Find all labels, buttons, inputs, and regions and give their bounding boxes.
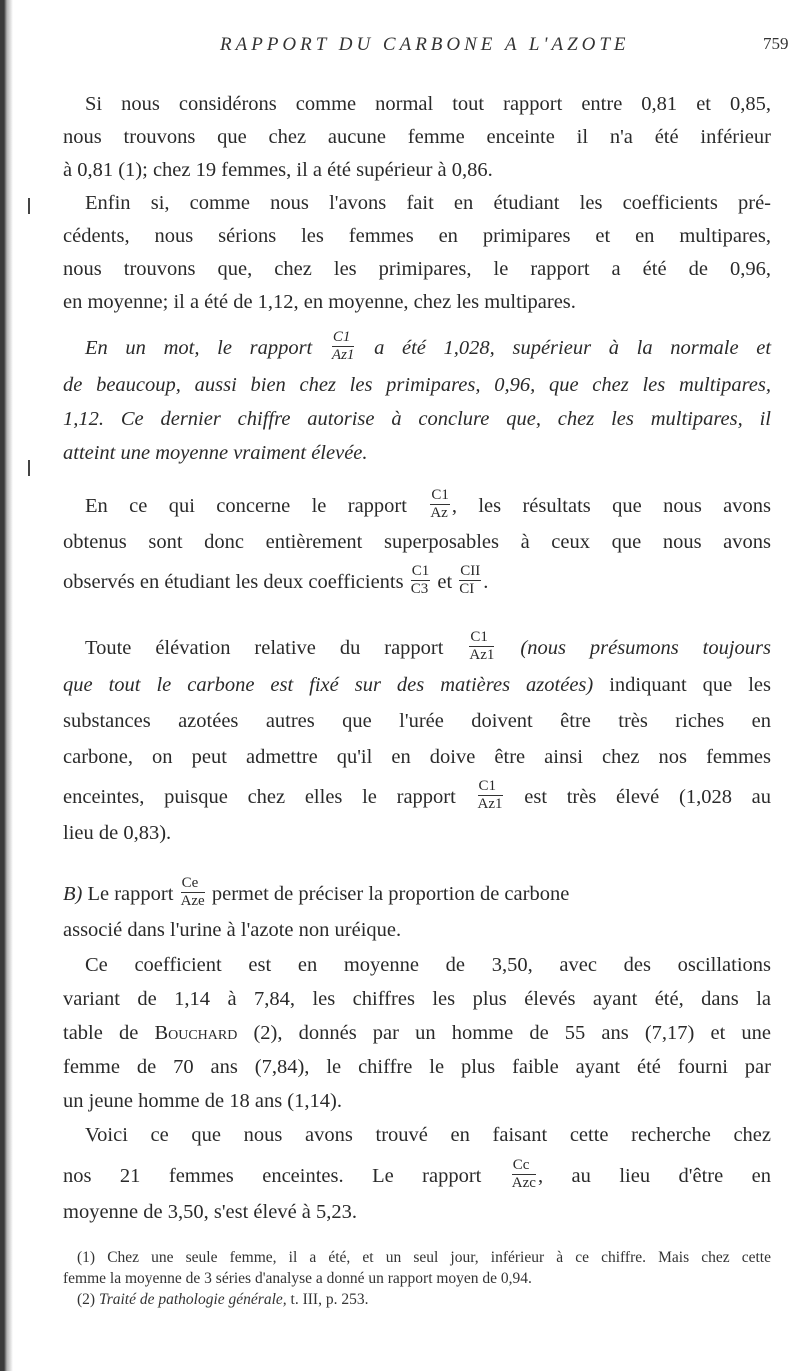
text-line: un jeune homme de 18 ans (1,14). <box>63 1090 342 1112</box>
fraction-denominator: Az1 <box>331 347 355 363</box>
fraction-numerator: C1 <box>478 779 503 796</box>
text-line: substances azotées autres que l'urée doivent être très riches en <box>63 710 771 732</box>
text-line: obtenus sont donc entièrement superposables à ceux que nous avons <box>63 531 771 553</box>
text-fragment: En un mot, le rapport <box>85 337 313 360</box>
footnote-title: Traité de pathologie générale, <box>98 1291 287 1308</box>
fraction-denominator: Aze <box>180 893 205 909</box>
text-line: carbone, on peut admettre qu'il en doive être ainsi chez nos femmes <box>63 746 771 768</box>
fraction-numerator: C1 <box>411 563 430 579</box>
text-fragment: indiquant que les <box>609 674 771 696</box>
footnote-number: (2) <box>77 1291 96 1308</box>
text-line: cédents, nous sérions les femmes en primipares et en multipares, <box>63 225 771 247</box>
text-line: en moyenne; il a été de 1,12, en moyenne, chez les multipares. <box>63 291 576 313</box>
text-line: lieu de 0,83). <box>63 822 172 844</box>
fraction-numerator: C1 <box>469 630 494 647</box>
fraction-denominator: Azc <box>511 1175 536 1191</box>
text-line <box>85 487 771 521</box>
text-fragment: enceintes, puisque chez elles le rapport <box>63 786 456 809</box>
text-fragment: est très élevé (1,028 au <box>524 786 771 809</box>
text-line: femme de 70 ans (7,84), le chiffre le plus faible ayant été fourni par <box>63 1056 771 1078</box>
fraction-denominator: Az1 <box>477 796 503 812</box>
text-line: nous trouvons que chez aucune femme enceinte il n'a été inférieur <box>63 126 771 148</box>
text-line: associé dans l'urine à l'azote non uréique. <box>63 919 402 941</box>
text-line: à 0,81 (1); chez 19 femmes, il a été supérieur à 0,86. <box>63 159 493 181</box>
text-fragment: (nous présumons toujours <box>520 637 772 660</box>
text-line: Si nous considérons comme normal tout rapport entre 0,81 et 0,85, <box>85 93 771 115</box>
running-title: RAPPORT DU CARBONE A L'AZOTE <box>220 34 630 55</box>
footnote-reference: t. III, p. 253. <box>290 1291 369 1308</box>
fraction-numerator: Cc <box>512 1158 536 1175</box>
text-line: Ce coefficient est en moyenne de 3,50, avec des oscillations <box>85 954 771 976</box>
text-fragment: Le rapport <box>87 883 174 906</box>
section-label: B) <box>63 883 83 906</box>
margin-mark <box>28 460 30 476</box>
fraction-numerator: Ce <box>181 876 205 893</box>
author-name: Bouchard <box>154 1022 238 1044</box>
text-line <box>85 329 772 363</box>
text-fragment: , les résultats que nous avons <box>451 495 771 518</box>
text-line: Voici ce que nous avons trouvé en faisant cette recherche chez <box>85 1124 771 1146</box>
text-line: Enfin si, comme nous l'avons fait en étudiant les coefficients pré- <box>85 192 771 214</box>
fraction-denominator: Az <box>430 505 448 521</box>
fraction-denominator: C3 <box>410 581 429 597</box>
fraction-c1-az1 <box>478 779 503 812</box>
margin-mark <box>28 198 30 214</box>
text-line <box>63 1020 771 1046</box>
fraction-denominator: Az1 <box>469 647 495 663</box>
fraction-c1-az <box>430 488 450 521</box>
text-fragment: observés en étudiant les deux coefficients <box>63 571 404 594</box>
text-fragment: , au lieu d'être en <box>537 1165 771 1188</box>
fraction-numerator: C1 <box>332 330 355 347</box>
fraction-c1-az1 <box>332 330 355 363</box>
fraction-denominator: CI <box>459 581 475 597</box>
fraction-c1-c3 <box>411 564 431 597</box>
text-fragment: que tout le carbone est fixé sur des matières azotées) <box>63 674 594 696</box>
text-line <box>85 629 772 663</box>
text-fragment: En ce qui concerne le rapport <box>85 495 407 518</box>
text-fragment: . <box>483 571 489 594</box>
footnote-2 <box>77 1289 771 1310</box>
page-number: 759 <box>763 34 789 53</box>
fraction-numerator: C1 <box>431 487 449 503</box>
text-fragment: nos 21 femmes enceintes. Le rapport <box>63 1165 482 1188</box>
text-fragment: Toute élévation relative du rapport <box>85 637 444 660</box>
text-fragment: table de <box>63 1022 139 1044</box>
text-line: atteint une moyenne vraiment élevée. <box>63 442 368 464</box>
page-binding-edge <box>0 0 13 1371</box>
footnote-1: (1) Chez une seule femme, il a été, et un seul jour, inférieur à ce chiffre. Mais chez cette <box>77 1249 771 1266</box>
text-fragment: permet de préciser la proportion de carbone <box>211 883 570 906</box>
text-line: moyenne de 3,50, s'est élevé à 5,23. <box>63 1201 358 1223</box>
text-line <box>63 1157 771 1191</box>
text-line <box>63 672 771 698</box>
footnote-1-cont: femme la moyenne de 3 séries d'analyse a donné un rapport moyen de 0,94. <box>63 1270 532 1287</box>
text-fragment: (2), donnés par un homme de 55 ans (7,17) et une <box>253 1022 772 1044</box>
text-fragment: et <box>437 571 453 594</box>
text-line: 1,12. Ce dernier chiffre autorise à conclure que, chez les multipares, il <box>63 408 771 430</box>
text-line <box>63 778 771 812</box>
text-line: variant de 1,14 à 7,84, les chiffres les plus élevés ayant été, dans la <box>63 988 771 1010</box>
text-fragment: a été 1,028, supérieur à la normale et <box>374 337 772 360</box>
fraction-c1-az1 <box>469 630 494 663</box>
text-line: de beaucoup, aussi bien chez les primipares, 0,96, que chez les multipares, <box>63 374 771 396</box>
fraction-cii-ci <box>459 564 481 597</box>
fraction-numerator: CII <box>460 563 481 579</box>
fraction-ce-aze <box>181 876 205 909</box>
text-line <box>63 875 771 909</box>
text-line: nous trouvons que, chez les primipares, le rapport a été de 0,96, <box>63 258 771 280</box>
text-line <box>63 563 771 597</box>
fraction-cc-azc <box>512 1158 536 1191</box>
